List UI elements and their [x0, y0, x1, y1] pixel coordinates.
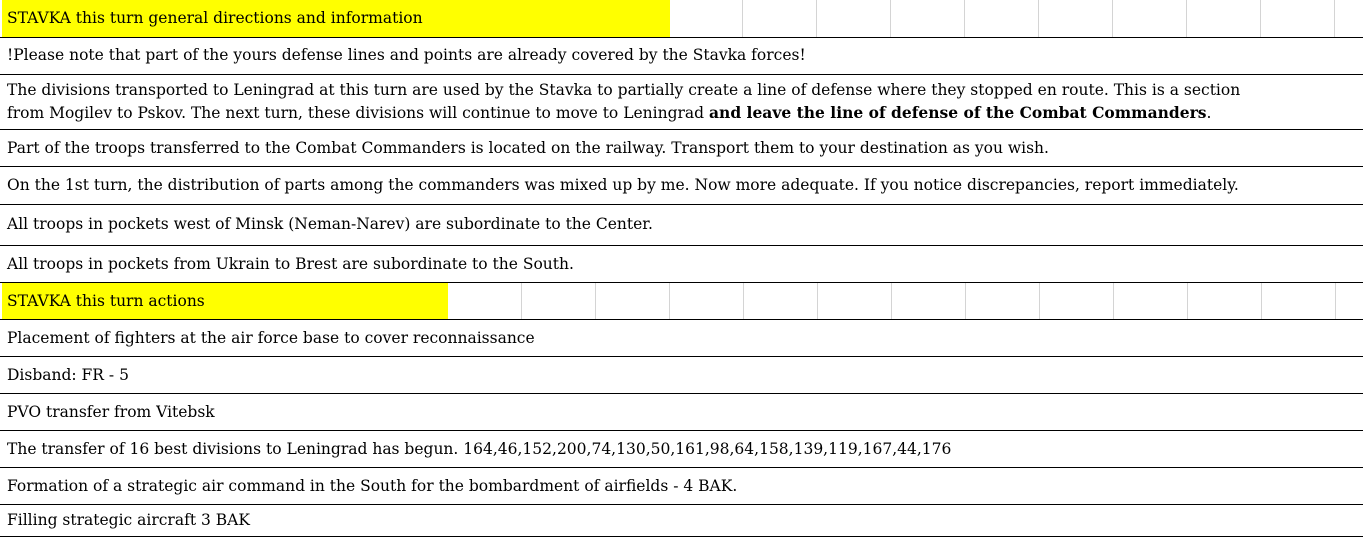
empty-cell[interactable]	[743, 0, 817, 37]
info-text-line-2	[7, 102, 1211, 124]
empty-cell[interactable]	[891, 0, 965, 37]
empty-cell[interactable]	[892, 283, 966, 319]
info-text-plain: from Mogilev to Pskov. The next turn, these divisions will continue to move to Leningrad	[7, 104, 710, 122]
action-row[interactable]	[0, 320, 1363, 357]
info-text: All troops in pockets from Ukrain to Brest are subordinate to the South.	[7, 255, 574, 273]
action-text: Placement of fighters at the air force base to cover reconnaissance	[7, 329, 535, 347]
action-row[interactable]	[0, 468, 1363, 505]
empty-cell[interactable]	[1188, 283, 1262, 319]
info-row[interactable]	[0, 130, 1363, 167]
info-row[interactable]	[0, 75, 1363, 130]
section-title: STAVKA this turn general directions and information	[7, 9, 423, 27]
action-text: Formation of a strategic air command in the South for the bombardment of airfields - 4 BAK.	[7, 477, 738, 495]
empty-cell[interactable]	[1040, 283, 1114, 319]
action-text: PVO transfer from Vitebsk	[7, 403, 215, 421]
info-text: All troops in pockets west of Minsk (Neman-Narev) are subordinate to the Center.	[7, 215, 653, 233]
info-row[interactable]	[0, 167, 1363, 205]
info-text: !Please note that part of the yours defense lines and points are already covered by the Stavka forces!	[7, 46, 806, 64]
action-text: Disband: FR - 5	[7, 366, 129, 384]
empty-cell[interactable]	[1262, 283, 1336, 319]
empty-cell[interactable]	[670, 283, 744, 319]
empty-cell[interactable]	[596, 283, 670, 319]
info-text-end: .	[1206, 104, 1212, 122]
info-text: Part of the troops transferred to the Combat Commanders is located on the railway. Transport them to your destination as you wish.	[7, 139, 1049, 157]
action-row[interactable]	[0, 357, 1363, 394]
empty-cell[interactable]	[744, 283, 818, 319]
section-header-actions[interactable]	[0, 283, 1363, 320]
action-row[interactable]	[0, 431, 1363, 468]
action-text: The transfer of 16 best divisions to Leningrad has begun. 164,46,152,200,74,130,50,161,98,64,158,139,119,167,44,176	[7, 440, 952, 458]
info-row[interactable]	[0, 246, 1363, 283]
info-row[interactable]	[0, 205, 1363, 246]
action-text: Filling strategic aircraft 3 BAK	[7, 511, 250, 529]
empty-cell[interactable]	[448, 283, 522, 319]
info-text-line-1: The divisions transported to Leningrad at this turn are used by the Stavka to partially create a line of defense where they stopped en route. This is a section	[7, 81, 1241, 99]
empty-cell[interactable]	[965, 0, 1039, 37]
empty-cell[interactable]	[1187, 0, 1261, 37]
empty-cell[interactable]	[1114, 283, 1188, 319]
empty-cell[interactable]	[1113, 0, 1187, 37]
empty-cell[interactable]	[1261, 0, 1335, 37]
empty-cell[interactable]	[522, 283, 596, 319]
empty-cell[interactable]	[817, 0, 891, 37]
action-row[interactable]	[0, 394, 1363, 431]
info-text-bold: and leave the line of defense of the Combat Commanders	[709, 103, 1207, 122]
section-title: STAVKA this turn actions	[7, 292, 205, 310]
action-row[interactable]	[0, 505, 1363, 537]
empty-cell[interactable]	[966, 283, 1040, 319]
empty-cell[interactable]	[668, 0, 743, 37]
info-row[interactable]	[0, 38, 1363, 75]
info-text: On the 1st turn, the distribution of parts among the commanders was mixed up by me. Now more adequate. If you notice discrepancies, report immediately.	[7, 176, 1239, 194]
empty-cell[interactable]	[1039, 0, 1113, 37]
section-header-info[interactable]	[0, 0, 1363, 38]
empty-cell[interactable]	[818, 283, 892, 319]
